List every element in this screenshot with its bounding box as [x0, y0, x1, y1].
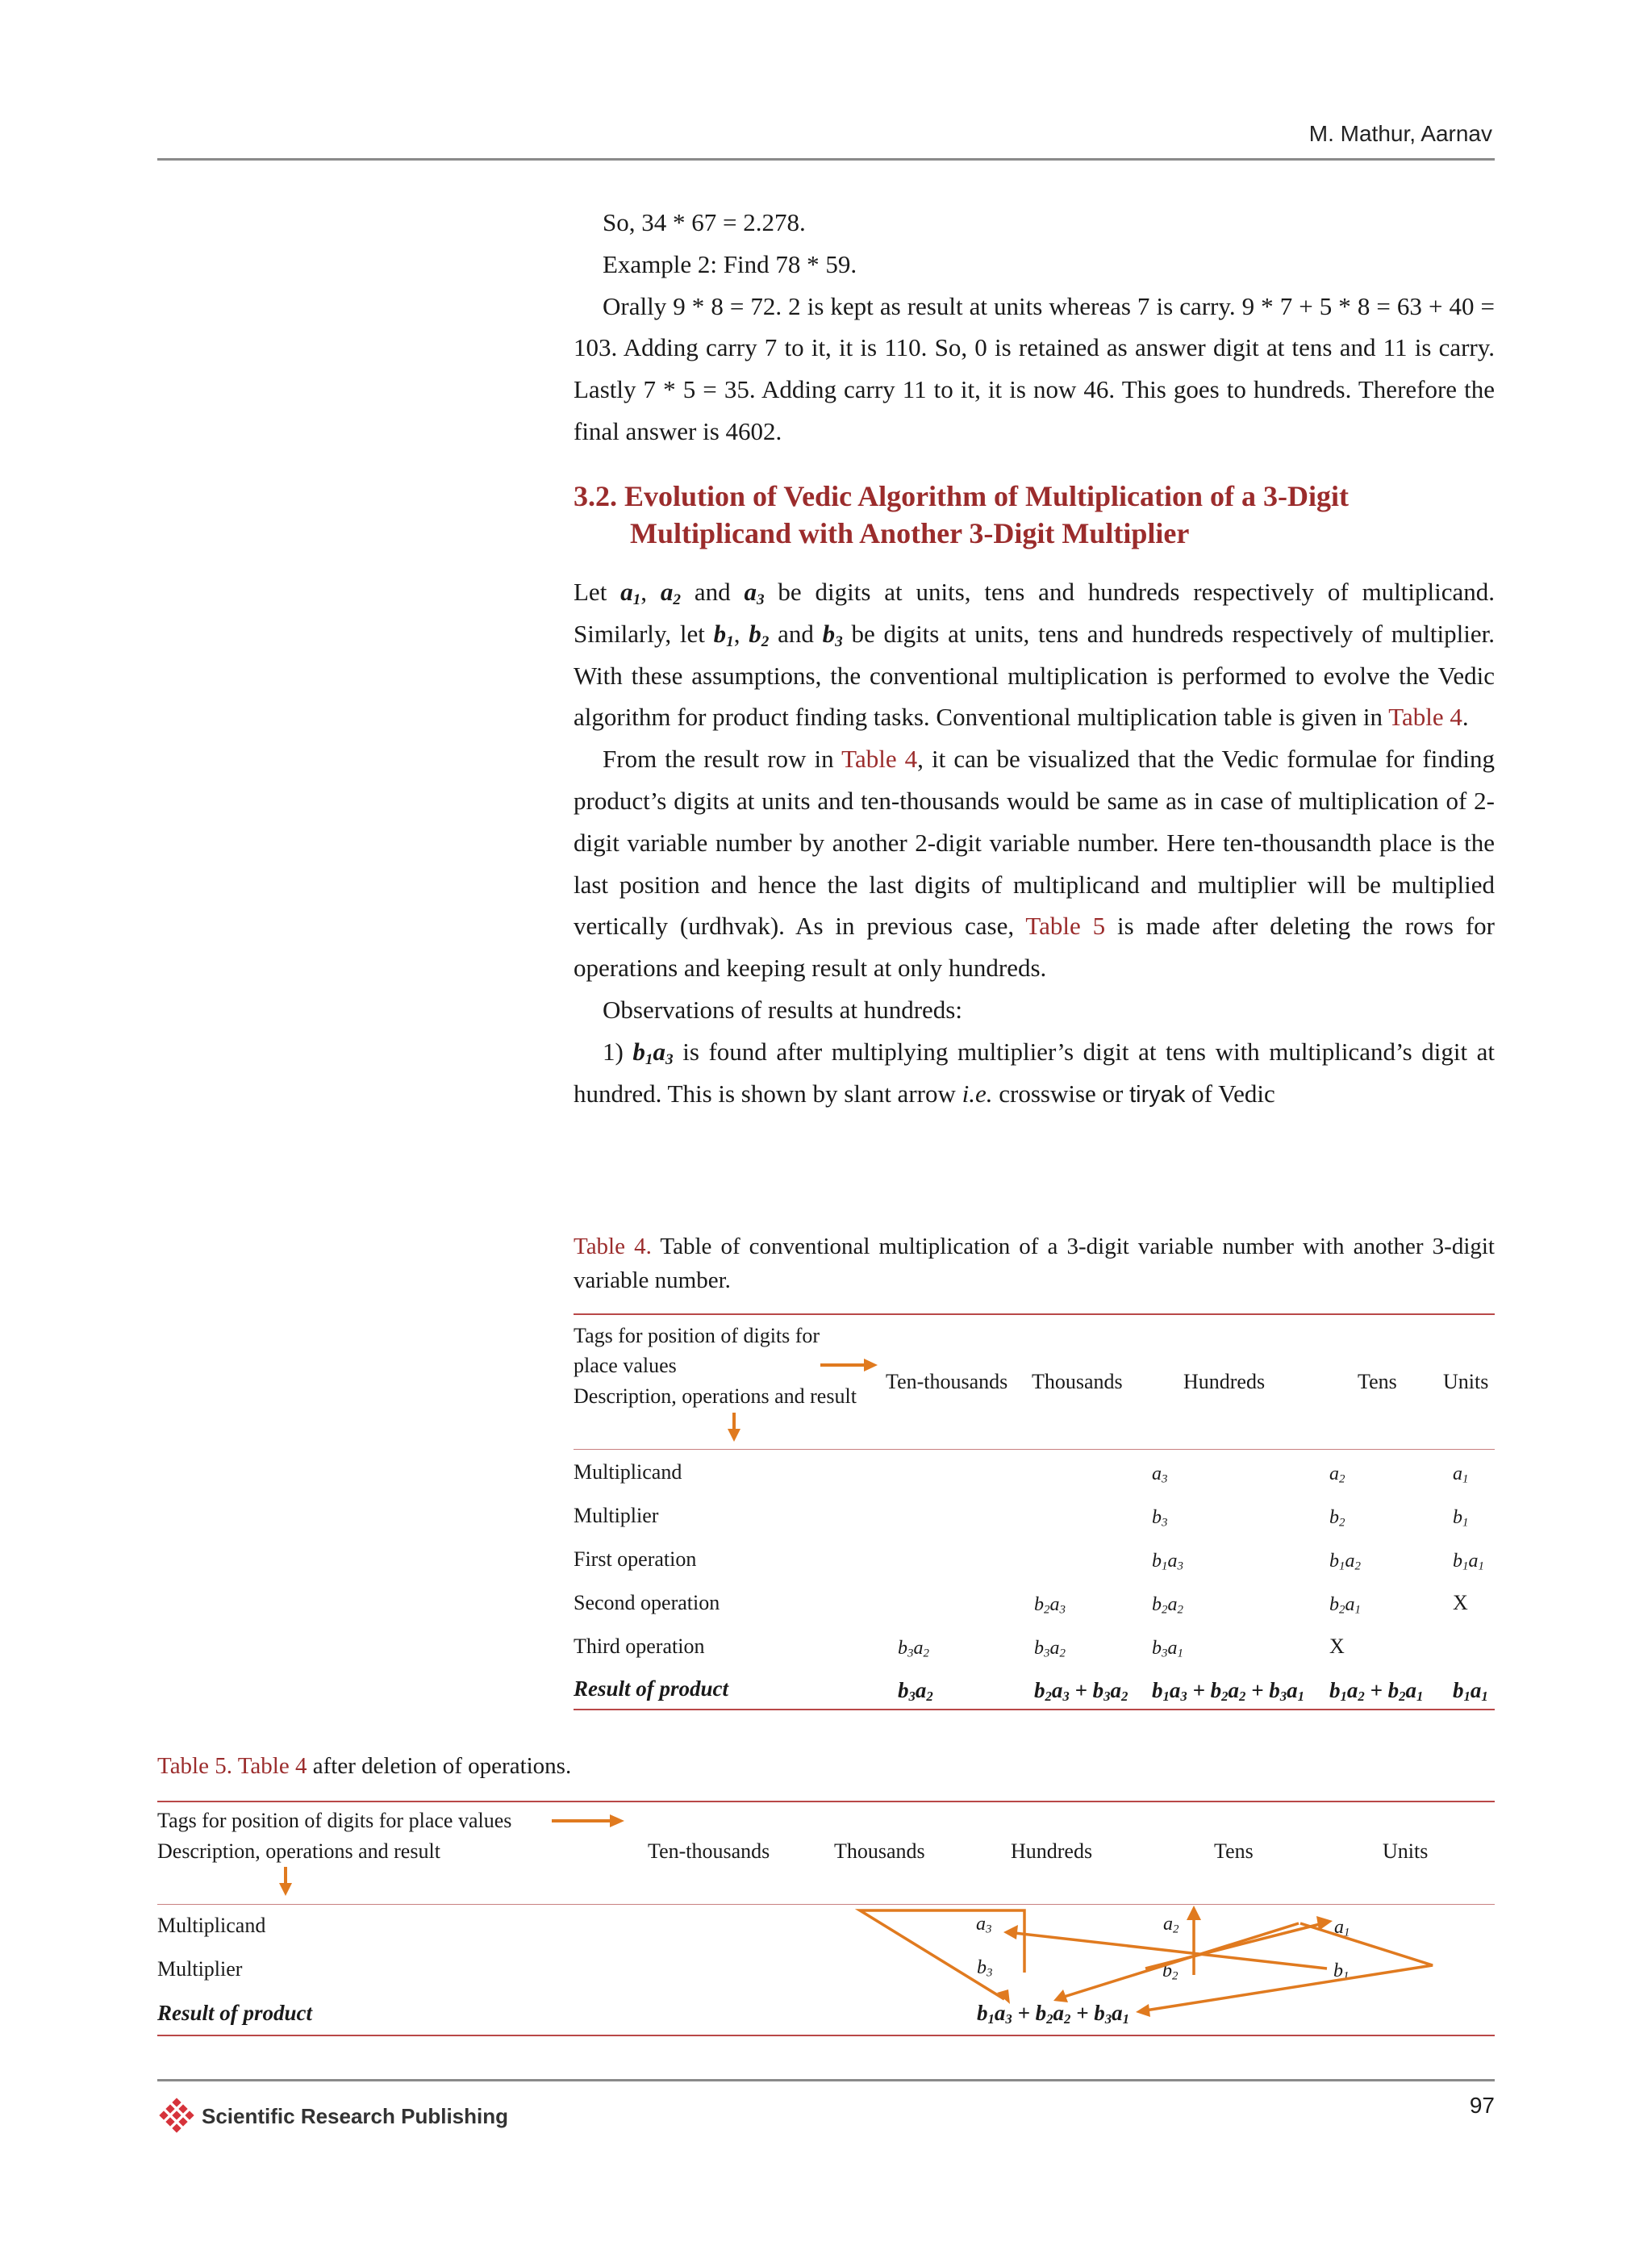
cell-units: $a_1$: [1453, 1463, 1469, 1486]
sym-b1a3: $b_1a_3$: [632, 1037, 674, 1068]
arrow-heads: [997, 1906, 1333, 2017]
link-table-4[interactable]: Table 4: [841, 745, 918, 774]
sym-b1: $b_1$: [713, 619, 734, 650]
table5-col-ten-thousands: Ten-thousands: [648, 1839, 770, 1863]
sym-a2: $a_2$: [660, 578, 681, 608]
sym-a1: $a_1$: [620, 578, 641, 608]
text-c: of Vedic: [1185, 1079, 1275, 1108]
text-mid: be digits at units, tens and hundreds respectively of multiplicand. Similarly, let: [574, 578, 1496, 648]
table4-label: Table 4.: [574, 1234, 652, 1259]
cell-hundreds: $b_3$: [1152, 1507, 1168, 1530]
table5-cell-b3: $b_3$: [977, 1957, 993, 1980]
cell-thousands: $b_2a_3 + b_3a_2$: [1034, 1678, 1128, 1705]
table4-col-units: Units: [1443, 1370, 1489, 1393]
text-a: is found after multiplying multiplier’s digit at tens with multiplicand’s digit at hundred. This is shown by slant arrow: [574, 1037, 1496, 1108]
row-label: First operation: [574, 1547, 697, 1571]
cell-tens: X: [1329, 1635, 1345, 1658]
table5-col-units: Units: [1383, 1839, 1429, 1863]
cell-tens: $b_1a_2 + b_2a_1$: [1329, 1678, 1424, 1705]
cell-hundreds: $b_3a_1$: [1152, 1638, 1183, 1660]
text-end: be digits at units, tens and hundreds respectively of multiplier. With these assumptions, the conventional multiplication is performed to evolve the Vedic algorithm for product finding tasks. Conventional multiplication table is given in: [574, 619, 1495, 732]
cell-hundreds: $a_3$: [1152, 1463, 1168, 1486]
table5-result-hundreds: $b_1a_3 + b_2a_2 + b_3a_1$: [977, 2001, 1130, 2027]
text-b: , it can be visualized that the Vedic formulae for finding product’s digits at units and ten-thousands would be same as in case of multiplication of 2-digit variable number by another 2-digit variable number. Here ten-thousandth place is the last position and hence the last digits of multiplicand and multiplier will be multiplied vertically (urdhvak). As in previous case,: [574, 745, 1495, 941]
section-heading-line2: Multiplicand with Another 3-Digit Multiplier: [630, 517, 1190, 549]
keyword-tiryak: tiryak: [1129, 1081, 1186, 1108]
cell-ten-thousands: $b_3a_2$: [898, 1638, 929, 1660]
cell-units: $b_1a_1$: [1453, 1678, 1488, 1705]
text-dot: .: [1462, 703, 1469, 732]
running-head-author: M. Mathur, Aarnav: [1308, 121, 1492, 146]
cell-units: X: [1453, 1591, 1468, 1614]
text-let: Let: [574, 578, 607, 606]
cell-hundreds: $b_1a_3 + b_2a_2 + b_3a_1$: [1152, 1678, 1305, 1705]
row-label: Result of product: [574, 1676, 729, 1701]
cell-tens: $a_2$: [1329, 1463, 1345, 1486]
table4-col-hundreds: Hundreds: [1183, 1370, 1266, 1393]
row-label: Multiplicand: [574, 1460, 682, 1484]
cell-ten-thousands: $b_3a_2$: [898, 1678, 933, 1705]
cell-units: $b_1$: [1453, 1507, 1469, 1530]
table5-tag-line2: Description, operations and result: [157, 1839, 440, 1863]
footer-rule: [157, 2079, 1495, 2081]
table4-tag-line2: place values: [574, 1354, 677, 1377]
intro-result-line: So, 34 * 67 = 2.278.: [603, 208, 806, 236]
link-table-5[interactable]: Table 5: [1025, 912, 1106, 941]
table4-caption-text: Table of conventional multiplication of a 3-digit variable number with another 3-digit variable number.: [574, 1234, 1495, 1293]
table5-cell-b1: $b_1$: [1333, 1960, 1350, 1983]
paragraph-observations: Observations of results at hundreds:: [603, 995, 962, 1024]
text-sep: ,: [640, 578, 648, 606]
sym-b3: $b_3$: [822, 619, 843, 650]
table4-tag-line1: Tags for position of digits for: [574, 1324, 820, 1347]
cell-tens: $b_2$: [1329, 1507, 1345, 1530]
example-2-explanation: Orally 9 * 8 = 72. 2 is kept as result at units whereas 7 is carry. 9 * 7 + 5 * 8 = 63 + 40 = 103. Adding carry 7 to it, it is 110. So, 0 is retained as answer digit at tens and 11 is carry. Lastly 7 * 5 = 35. Adding carry 11 to it, it is now 46. This goes to hundreds. Therefore the final answer is 4602.: [574, 291, 1495, 445]
section-heading-line1: 3.2. Evolution of Vedic Algorithm of Multiplication of a 3-Digit: [574, 480, 1350, 512]
cell-hundreds: $b_2a_2$: [1152, 1594, 1183, 1617]
example-2-line: Example 2: Find 78 * 59.: [603, 249, 857, 278]
text-ie: i.e.: [962, 1079, 993, 1108]
table5-col-tens: Tens: [1214, 1839, 1254, 1863]
table4-col-thousands: Thousands: [1032, 1370, 1123, 1393]
cell-tens: $b_2a_1$: [1329, 1594, 1361, 1617]
page-number: 97: [1469, 2093, 1495, 2118]
cell-hundreds: $b_1a_3$: [1152, 1551, 1183, 1573]
table4-tag-line3: Description, operations and result: [574, 1384, 857, 1408]
row-label: Second operation: [574, 1591, 720, 1614]
link-table-4[interactable]: Table 4: [237, 1753, 307, 1779]
row-label: Multiplier: [574, 1504, 659, 1527]
table5-row-label-result: Result of product: [157, 2001, 313, 2025]
table4-col-tens: Tens: [1358, 1370, 1397, 1393]
table5-bottom-rule: [157, 2035, 1495, 2036]
publisher-name: Scientific Research Publishing: [202, 2104, 508, 2128]
arrow-lines: [860, 1910, 1433, 2010]
list-number: 1): [603, 1037, 624, 1066]
publisher-logo-icon: [158, 2098, 197, 2136]
table5-row-label-multiplier: Multiplier: [157, 1957, 243, 1981]
cell-thousands: $b_2a_3$: [1034, 1594, 1066, 1617]
table5-row-label-multiplicand: Multiplicand: [157, 1914, 266, 1937]
paragraph-assumptions: Let $a_1$, $a_2$ and $a_3$ be digits at units, tens and hundreds respectively of multiplicand. Similarly, let $b_1$, $b_2$ and $b_3$ be digits at units, tens and hundreds respectively of multiplier. With these assumptions, the conventional multiplication is performed to evolve the Vedic algorithm for product finding tasks. Conventional multiplication table is given in Table 4.: [574, 578, 1496, 732]
text-b: crosswise or: [992, 1079, 1124, 1108]
text-and: and: [681, 578, 731, 606]
row-label: Third operation: [574, 1635, 705, 1658]
table4-col-ten-thousands: Ten-thousands: [886, 1370, 1008, 1393]
table5-col-thousands: Thousands: [834, 1839, 925, 1863]
text-c: is made after deleting the rows for operations and keeping result at only hundreds.: [574, 912, 1495, 983]
table5-caption-text: after deletion of operations.: [307, 1753, 572, 1779]
table5-tag-line1: Tags for position of digits for place values: [157, 1809, 512, 1832]
cell-tens: $b_1a_2$: [1329, 1551, 1361, 1573]
cell-thousands: $b_3a_2$: [1034, 1638, 1066, 1660]
link-table-4[interactable]: Table 4: [1388, 703, 1462, 732]
text-a: From the result row in: [603, 745, 834, 774]
table5-col-hundreds: Hundreds: [1011, 1839, 1093, 1863]
table5-cell-a3: $a_3$: [976, 1914, 992, 1936]
cell-units: $b_1a_1$: [1453, 1551, 1484, 1573]
table5-label: Table 5.: [157, 1753, 232, 1779]
sym-b2: $b_2$: [749, 619, 770, 650]
sym-a3: $a_3$: [744, 578, 765, 608]
table5-cell-a2: $a_2$: [1163, 1914, 1179, 1936]
table5-cell-a1: $a_1$: [1334, 1917, 1350, 1939]
table5-cell-b2: $b_2$: [1162, 1960, 1179, 1983]
